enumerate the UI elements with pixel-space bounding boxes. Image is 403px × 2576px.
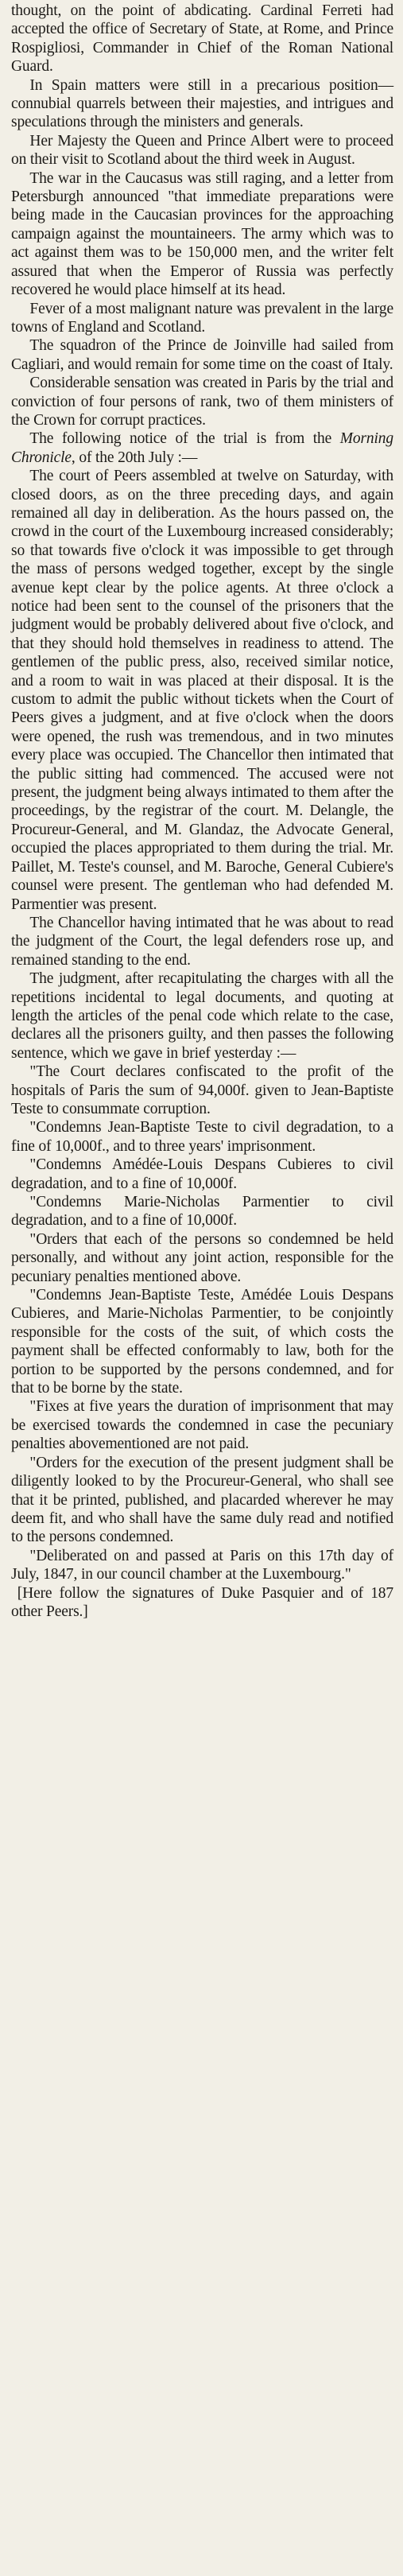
signatures-note: [Here follow the signatures of Duke Pasquier and of 187 other Peers.] (11, 1584, 393, 1620)
article-column (11, 2, 393, 1621)
paragraph-chancellor: The Chancellor having intimated that he was about to read the judgment of the Court, the legal defenders rose up, and remained standing to the end. (11, 914, 393, 969)
sentence-personal-liability: "Orders that each of the persons so condemned be held personally, and without any joint action, responsible for the pecuniary penalties mentioned above. (11, 1230, 393, 1285)
notice-source: Morning Chronicle (11, 430, 393, 466)
paragraph-judgment: The judgment, after recapitulating the charges with all the repetitions incidental to legal documents, and quoting at length the articles of the penal code which relate to the case, declares all the prisoners guilty, and then passes the following sentence, which we gave in brief yesterday :— (11, 970, 393, 1062)
paragraph-fever: Fever of a most malignant nature was prevalent in the large towns of England and Scotland. (11, 300, 393, 336)
sentence-teste: "Condemns Jean-Baptiste Teste to civil degradation, to a fine of 10,000f., and to three years' imprisonment. (11, 1119, 393, 1155)
sentence-execution-order: "Orders for the execution of the present judgment shall be diligently looked to by the Procureur-General, who shall see that it be printed, published, and placarded wherever he may deem fit, and who shall have the same duly read and notified to the persons condemned. (11, 1454, 393, 1546)
sentence-parmentier: "Condemns Marie-Nicholas Parmentier to civil degradation, and to a fine of 10,000f. (11, 1194, 393, 1230)
notice-prefix: The following notice of the trial is from the (29, 430, 340, 448)
paragraph-caucasus: The war in the Caucasus was still raging, and a letter from Petersburgh announced "that immediate preparations were being made in the Caucasian provinces for the approaching campaign against the mountaineers. The army which was to act against them was to be 150,000 men, and the writer felt assured that when the Emperor of Russia was perfectly recovered he would place himself at its head. (11, 169, 393, 299)
paragraph-queen-visit: Her Majesty the Queen and Prince Albert were to proceed on their visit to Scotland about the third week in August. (11, 132, 393, 169)
notice-suffix: , of the 20th July :— (71, 449, 198, 466)
paragraph-sensation: Considerable sensation was created in Paris by the trial and conviction of four persons of rank, two of them ministers of the Crown for corrupt practices. (11, 375, 393, 429)
paragraph-squadron: The squadron of the Prince de Joinville had sailed from Cagliari, and would remain for some time on the coast of Italy. (11, 337, 393, 373)
sentence-imprisonment-duration: "Fixes at five years the duration of imprisonment that may be exercised towards the condemned in case the pecuniary penalties abovementioned are not paid. (11, 1398, 393, 1453)
sentence-deliberated: "Deliberated on and passed at Paris on this 17th day of July, 1847, in our council chamber at the Luxembourg." (11, 1547, 393, 1583)
sentence-cubieres: "Condemns Amédée-Louis Despans Cubieres to civil degradation, and to a fine of 10,000f. (11, 1156, 393, 1192)
paragraph-abdication: thought, on the point of abdicating. Cardinal Ferreti had accepted the office of Secretary of State, at Rome, and Prince Rospigliosi, Commander in Chief of the Roman National Guard. (11, 2, 393, 76)
paragraph-spain: In Spain matters were still in a precarious position—connubial quarrels between their majesties, and intrigues and speculations through the ministers and generals. (11, 76, 393, 131)
sentence-confiscation: "The Court declares confiscated to the profit of the hospitals of Paris the sum of 94,000f. given to Jean-Baptiste Teste to consummate corruption. (11, 1063, 393, 1117)
sentence-costs: "Condemns Jean-Baptiste Teste, Amédée Louis Despans Cubieres, and Marie-Nicholas Parmentier, to be conjointly responsible for the costs of the suit, of which costs the payment shall be effected conformably to law, both for the portion to be supported by the persons condemned, and for that to be borne by the state. (11, 1287, 393, 1397)
paragraph-notice (11, 429, 393, 467)
paragraph-court-assembled: The court of Peers assembled at twelve on Saturday, with closed doors, as on the three preceding days, and again remained all day in deliberation. As the hours passed on, the crowd in the court of the Luxembourg increased considerably; so that towards five o'clock it was impossible to get through the mass of persons wedged together, except by the single avenue kept clear by the police agents. At three o'clock a notice had been sent to the counsel of the prisoners that the judgment would be probably delivered about five o'clock, and that they should hold themselves in readiness to attend. The gentlemen of the public press, also, received similar notice, and a room to wait in was placed at their disposal. It is the custom to admit the public without tickets when the Court of Peers gives a judgment, and at five o'clock when the doors were opened, the rush was tremendous, and in two minutes every place was occupied. The Chancellor then intimated that the public sitting had commenced. The accused were not present, the judgment being always intimated to them after the proceedings, by the registrar of the court. M. Delangle, the Procureur-General, and M. Glandaz, the Advocate General, occupied the places appropriated to them during the trial. Mr. Paillet, M. Teste's counsel, and M. Baroche, General Cubiere's counsel were present. The gentleman who had defended M. Parmentier was present. (11, 468, 393, 913)
